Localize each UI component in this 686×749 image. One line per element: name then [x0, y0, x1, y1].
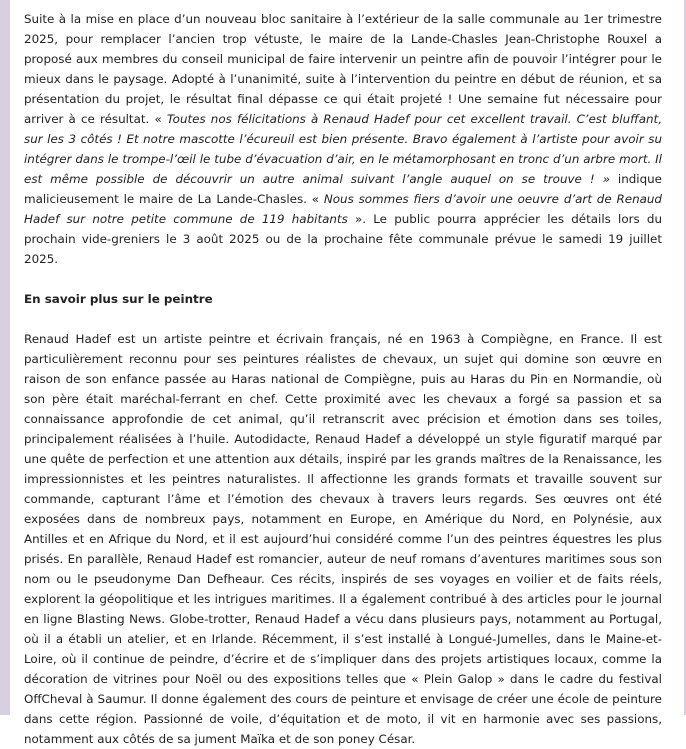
painter-bio-paragraph: Renaud Hadef est un artiste peintre et écrivain français, né en 1963 à Compiègne, en France. Il est particulièrement reconnu pour ses peintures réalistes de chevaux, un sujet qui domine son œuvre en raison de son enfance passée au Haras national de Compiègne, puis au Haras du Pin en Normandie, où son père était maréchal-ferrant en chef. Cette proximité avec les chevaux a forgé sa passion et sa connaissance approfondie de cet animal, qu’il retranscrit avec précision et émotion dans ses toiles, principalement réalisées à l’huile. Autodidacte, Renaud Hadef a développé un style figuratif marqué par une quête de perfection et une attention aux détails, inspiré par les grands maîtres de la Renaissance, les impressionnistes et les peintres naturalistes. Il affectionne les grands formats et travaille souvent sur commande, capturant l’âme et l’émotion des chevaux à travers leurs regards. Ses œuvres ont été exposées dans de nombreux pays, notamment en Europe, en Amérique du Nord, en Polynésie, aux Antilles et en Afrique du Nord, et il est aujourd’hui considéré comme l’un des peintres équestres les plus prisés. En parallèle, Renaud Hadef est romancier, auteur de neuf romans d’aventures maritimes sous son nom ou le pseudonyme Dan Defheaur. Ces récits, inspirés de ses voyages en voilier et de faits réels, explorent la géopolitique et les intrigues maritimes. Il a également contribué à des articles pour le journal en ligne Blasting News. Globe-trotter, Renaud Hadef a vécu dans plusieurs pays, notamment au Portugal, où il a établi un atelier, et en Irlande. Récemment, il s’est installé à Longué-Jumelles, dans le Maine-et-Loire, où il continue de peindre, d’écrire et de s’impliquer dans des projets artistiques locaux, comme la décoration de vitrines pour Noël ou des expositions telles que « Plein Galop » dans le cadre du festival OffCheval à Saumur. Il donne également des cours de peinture et envisage de créer une école de peinture dans cette région. Passionné de voile, d’équitation et de moto, il vit en harmonie avec ses passions, notamment aux côtés de sa jument Maïka et de son poney César.: [24, 332, 662, 746]
intro-text-part2: indique malicieusement le maire de La Lande-Chasles. «: [24, 172, 662, 206]
section-heading: En savoir plus sur le peintre: [24, 292, 213, 306]
intro-text-part1: Suite à la mise en place d’un nouveau bloc sanitaire à l’extérieur de la salle communale au 1er trimestre 2025, pour remplacer l’ancien trop vétuste, le maire de la Lande-Chasles Jean-Christophe Rouxel a proposé aux membres du conseil municipal de faire intervenir un peintre afin de pouvoir l’intégrer pour le mieux dans le paysage. Adopté à l’unanimité, suite à l’intervention du peintre en début de réunion, et sa présentation du projet, le résultat final dépasse ce qui était projeté ! Une semaine fut nécessaire pour arriver à ce résultat. «: [24, 12, 662, 126]
intro-text-part3: ». Le public pourra apprécier les détails lors du prochain vide-greniers le 3 août 2025 ou de la prochaine fête communale prévue le samedi 19 juillet 2025.: [24, 212, 663, 266]
mayor-quote-2: Nous sommes fiers d’avoir une oeuvre d’art de Renaud Hadef sur notre petite commune de 119 habitants: [24, 192, 662, 226]
intro-paragraph: [24, 9, 662, 269]
mayor-quote-1: Toutes nos félicitations à Renaud Hadef pour cet excellent travail. C’est bluffant, sur les 3 côtés ! Et notre mascotte l’écureuil est bien présente. Bravo également à l’artiste pour avoir su intégrer dans le trompe-l’œil le tube d’évacuation d’air, en le métamorphosant en tronc d’un arbre mort. Il est même possible de découvrir un autre animal suivant l’angle auquel on se trouve ! »: [24, 112, 662, 186]
article-body: [24, 9, 662, 749]
left-border: [0, 0, 10, 715]
